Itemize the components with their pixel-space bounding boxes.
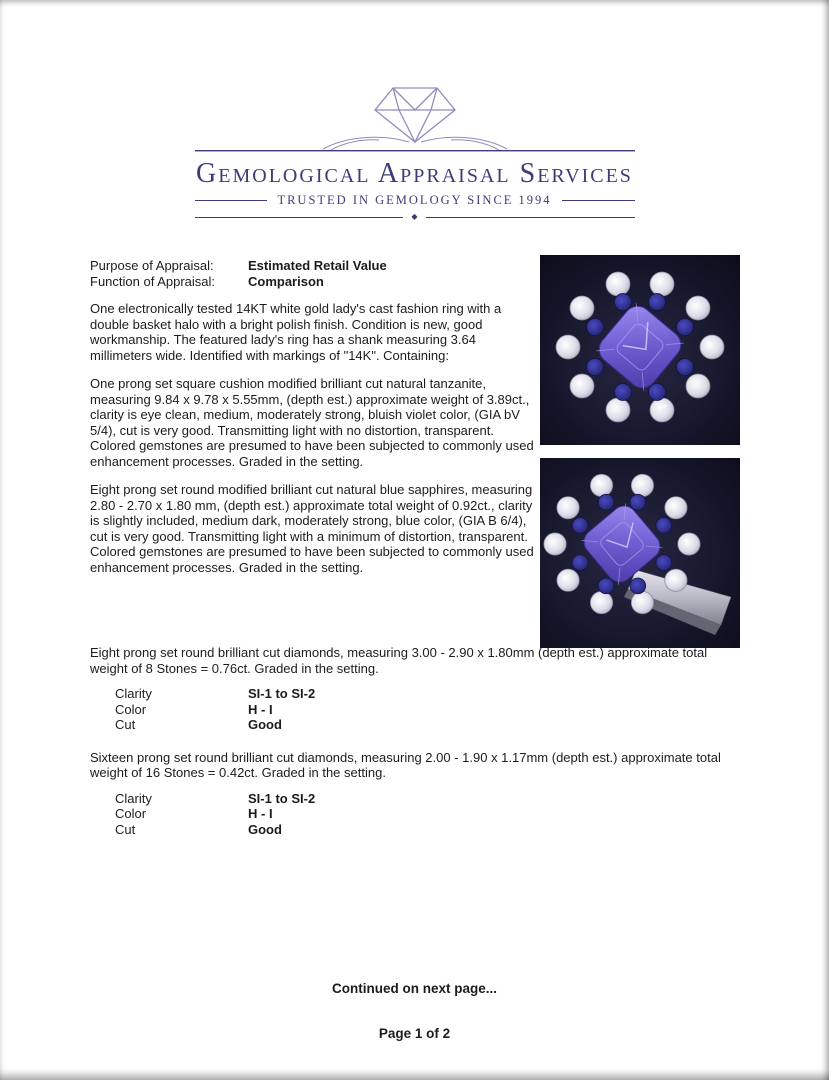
bottom-rule-right	[426, 217, 635, 218]
function-row	[90, 274, 387, 290]
logo-bottom-rule	[195, 213, 635, 221]
tagline-rule-left	[195, 200, 268, 201]
diamonds-8-paragraph: Eight prong set round brilliant cut diamonds, measuring 3.00 - 2.90 x 1.80mm (depth est.) approximate total weight of 8 Stones = 0.76ct. Graded in the setting.	[90, 645, 708, 676]
clarity-label: Clarity	[115, 790, 152, 806]
purpose-row	[90, 258, 387, 274]
logo	[195, 76, 635, 221]
table-row	[115, 686, 747, 702]
logo-tagline: TRUSTED IN GEMOLOGY SINCE 1994	[277, 193, 552, 207]
appraisal-fields	[90, 258, 387, 290]
table-row	[115, 822, 747, 838]
ring-photo-side-view	[540, 458, 740, 648]
purpose-label: Purpose of Appraisal:	[90, 258, 214, 273]
grade-table-1	[115, 686, 747, 733]
intro-paragraph: One electronically tested 14KT white gold lady's cast fashion ring with a double basket halo with a bright polish finish. Condition is new, good workmanship. The featured lady's ring has a shank measuring 3.64 millimeters wide. Identified with markings of "14K". Containing:	[90, 301, 502, 363]
color-value: H - I	[248, 806, 273, 821]
function-value: Comparison	[248, 274, 324, 289]
cut-value: Good	[248, 717, 282, 732]
ring-photo-top-view	[540, 255, 740, 445]
function-label: Function of Appraisal:	[90, 274, 216, 289]
logo-title: Gemological Appraisal Services	[196, 158, 633, 189]
table-row	[115, 791, 747, 807]
clarity-value: SI-1 to SI-2	[248, 790, 316, 806]
ring-photos	[540, 255, 740, 661]
cut-label: Cut	[115, 717, 136, 732]
tagline-rule-right	[562, 200, 635, 201]
continued-note: Continued on next page...	[332, 981, 497, 996]
clarity-value: SI-1 to SI-2	[248, 686, 316, 701]
diamonds-16-paragraph: Sixteen prong set round brilliant cut diamonds, measuring 2.00 - 1.90 x 1.17mm (depth est.) approximate total weight of 16 Stones = 0.42ct. Graded in the setting.	[90, 749, 721, 780]
color-label: Color	[115, 701, 147, 717]
sapphire-paragraph: Eight prong set round modified brilliant cut natural blue sapphires, measuring 2.80 - 2.70 x 1.80 mm, (depth est.) approximate total weight of 0.92ct., clarity is slightly included, medium dark, moderately strong, blue color, (GIA B 6/4), cut is very good. Transmitting light with a minimum of distortion, transparent. Colored gemstones are presumed to have been subjected to commonly used enhancement processes. Graded in the setting.	[90, 482, 534, 575]
grade-table-2	[115, 791, 747, 838]
cut-value: Good	[248, 821, 282, 837]
page-number: Page 1 of 2	[378, 1026, 451, 1041]
description-column	[90, 301, 537, 575]
diamond-section	[90, 645, 747, 854]
cut-label: Cut	[115, 821, 136, 837]
logo-tagline-row	[195, 193, 635, 208]
table-row	[115, 717, 747, 733]
purpose-value: Estimated Retail Value	[248, 258, 387, 273]
color-value: H - I	[248, 701, 273, 717]
diamond-logo-icon	[195, 76, 635, 156]
table-row	[115, 702, 747, 718]
bottom-rule-left	[195, 217, 404, 218]
color-label: Color	[115, 806, 147, 821]
tanzanite-paragraph: One prong set square cushion modified brilliant cut natural tanzanite, measuring 9.84 x 9.78 x 5.55mm, (depth est.) approximate weight of 3.89ct., clarity is eye clean, medium, moderately strong, bluish violet color, (GIA bV 5/4), cut is very good. Transmitting light with no distortion, transparent. Colored gemstones are presumed to have been subjected to commonly used enhancement processes. Graded in the setting.	[90, 376, 534, 469]
clarity-label: Clarity	[115, 686, 152, 701]
table-row	[115, 806, 747, 822]
diamond-ornament-icon: ◆	[411, 212, 418, 221]
